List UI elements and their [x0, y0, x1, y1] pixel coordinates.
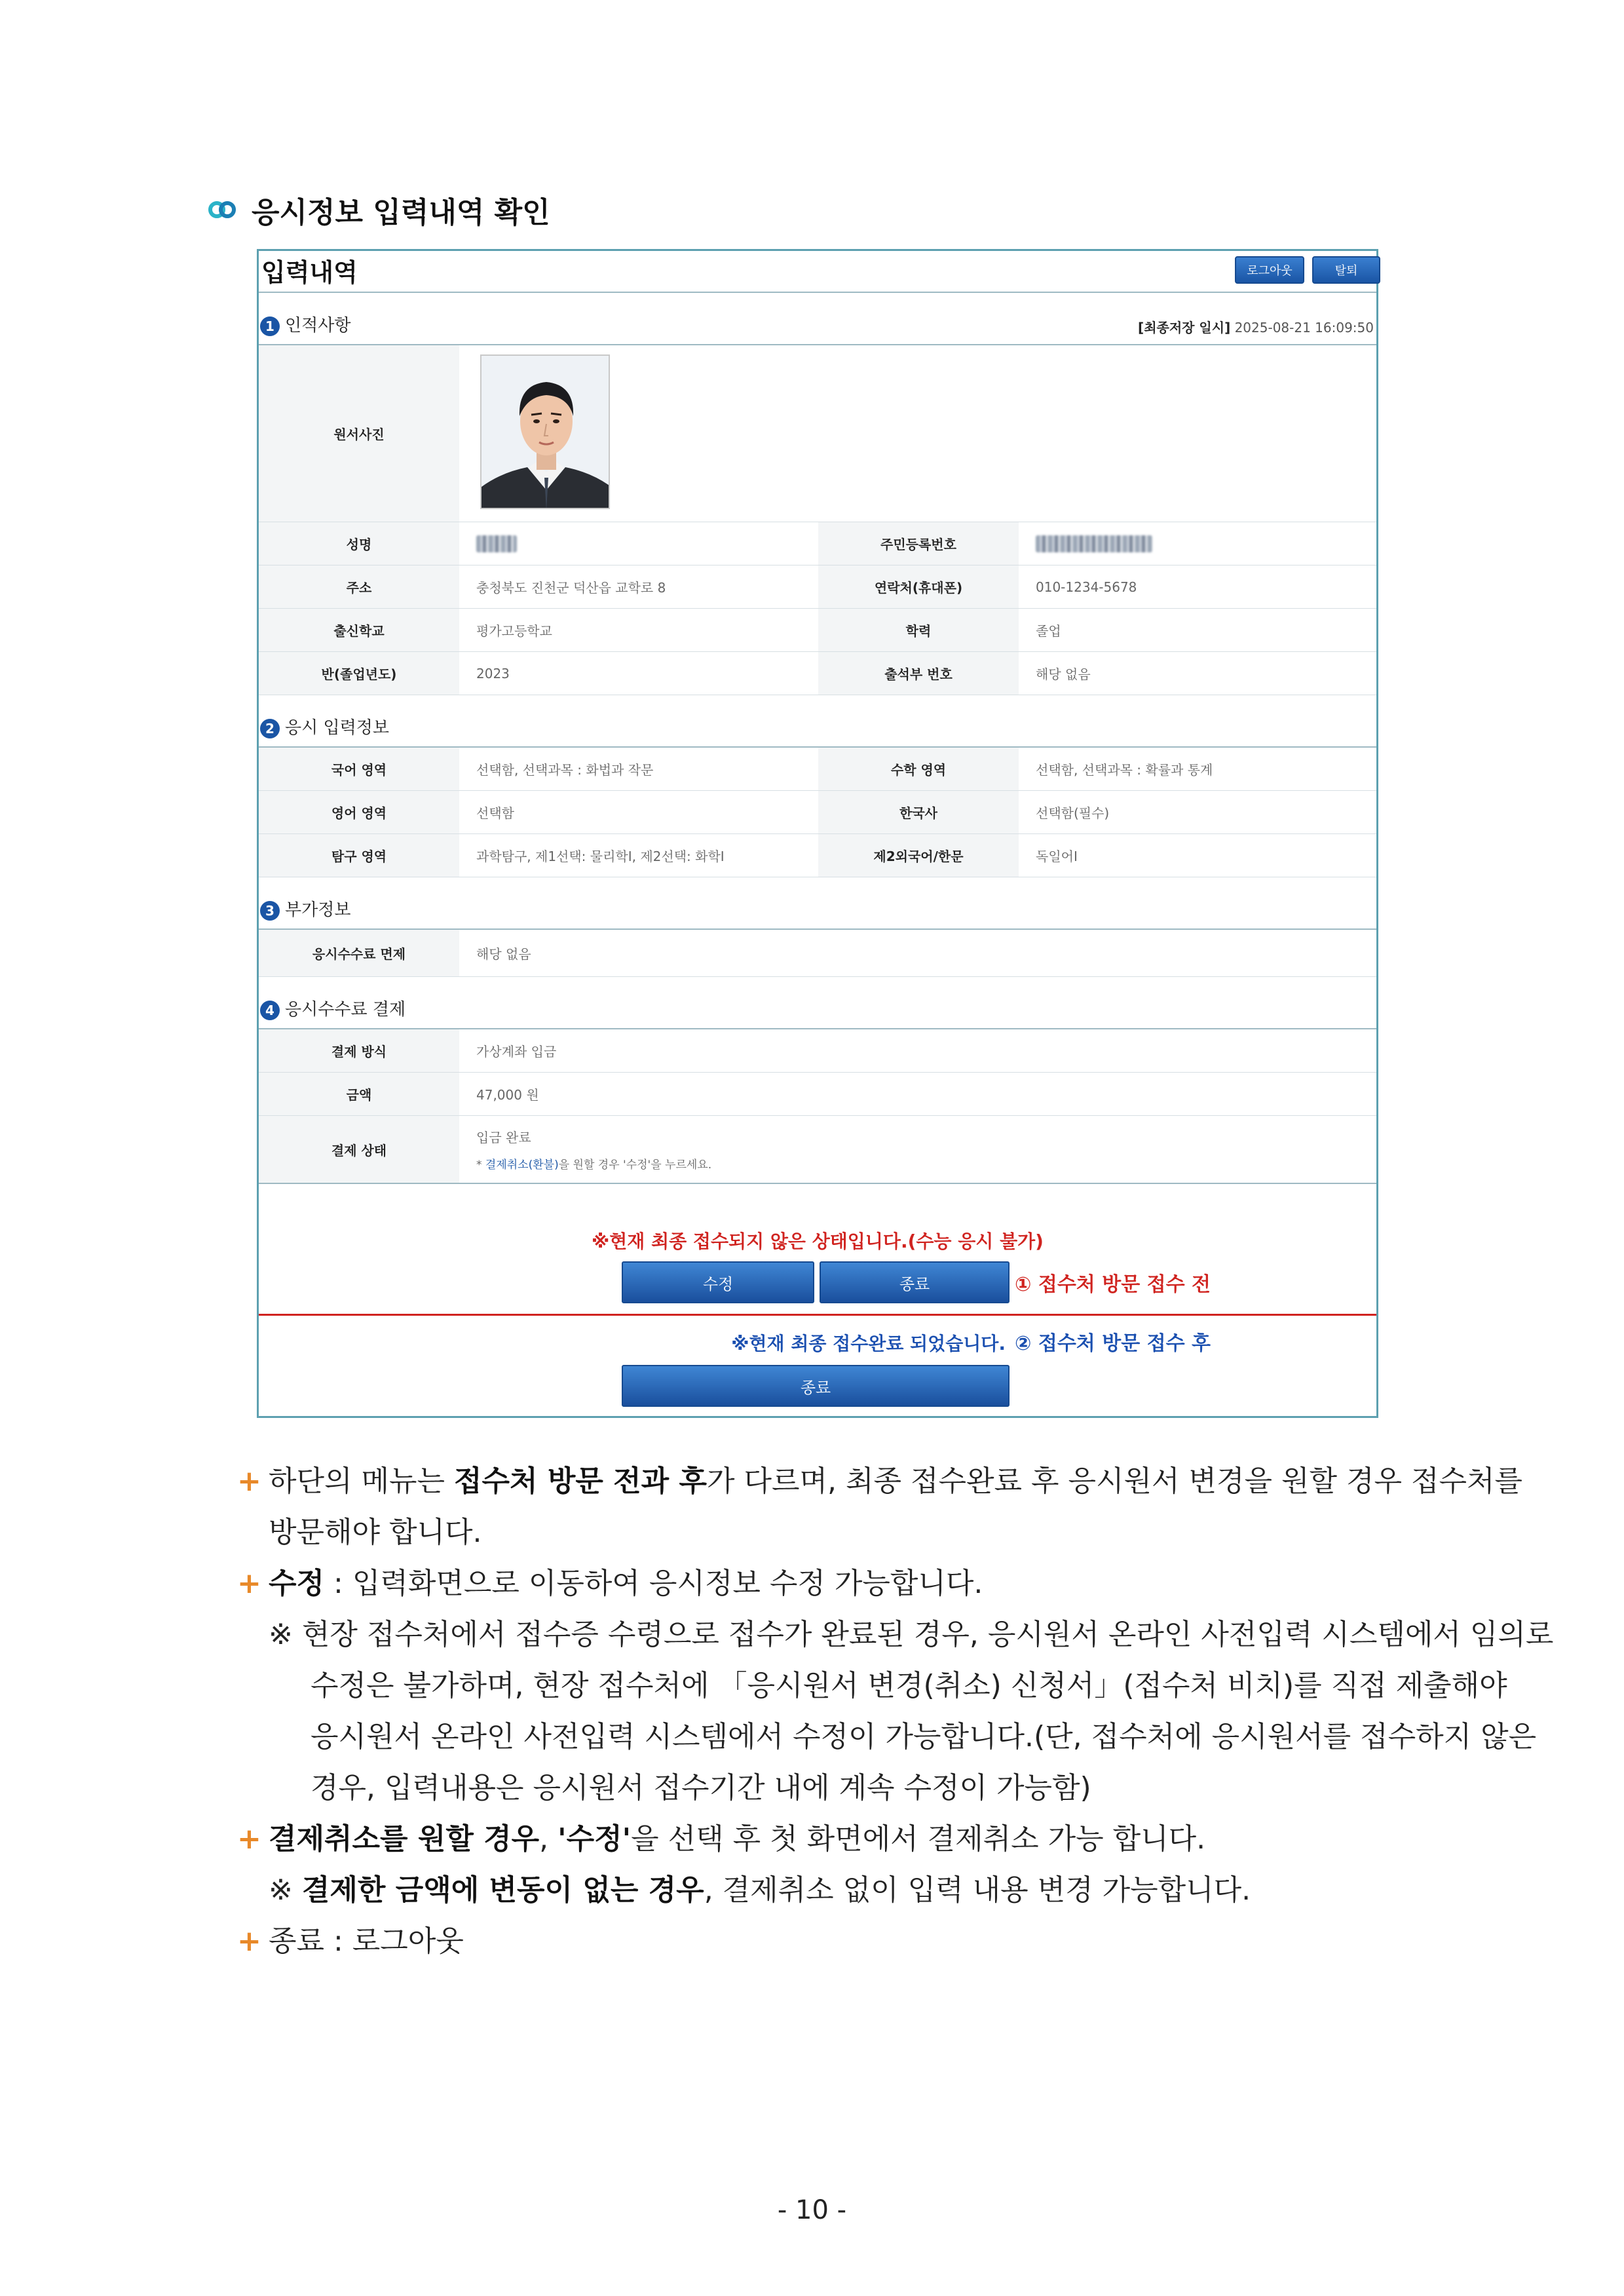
photo-row — [259, 345, 1376, 522]
heading-bullet-icon — [208, 201, 237, 218]
school-row — [259, 609, 1376, 652]
note-bold: 수정 — [269, 1567, 325, 1600]
note-line: 경우, 입력내용은 응시원서 접수기간 내에 계속 수정이 가능함) — [311, 1771, 1091, 1805]
class-label: 반(졸업년도) — [259, 652, 459, 695]
math-label: 수학 영역 — [818, 748, 1019, 790]
korean-math-row — [259, 748, 1376, 791]
amount-label: 금액 — [259, 1073, 459, 1115]
payment-state-label: 결제 상태 — [259, 1116, 459, 1183]
note-line: 응시원서 온라인 사전입력 시스템에서 수정이 가능합니다.(단, 접수처에 응시원서를 접수하지 않은 — [311, 1720, 1537, 1753]
amount-row — [259, 1073, 1376, 1116]
note-onsite — [269, 1609, 1554, 1814]
plus-bullet-icon: + — [237, 1924, 261, 1958]
inquiry-foreign-row — [259, 834, 1376, 877]
rrn-value-blurred — [1019, 522, 1380, 565]
refund-link[interactable]: 결제취소(환불) — [485, 1158, 559, 1172]
group-number-badge: 4 — [260, 1001, 280, 1020]
class-row — [259, 652, 1376, 695]
foreign-language-value: 독일어I — [1036, 849, 1078, 864]
note-text: 을 선택 후 첫 화면에서 결제취소 가능 합니다. — [631, 1822, 1206, 1856]
english-value: 선택함 — [476, 805, 514, 821]
not-completed-warning: ※현재 최종 접수되지 않은 상태입니다.(수능 응시 불가) — [592, 1231, 1044, 1252]
inquiry-label: 탐구 영역 — [259, 834, 459, 877]
note-text: 하단의 메뉴는 — [269, 1464, 454, 1498]
last-saved-label: [최종저장 일시] — [1138, 320, 1231, 335]
history-label: 한국사 — [818, 791, 1019, 833]
payment-method-row — [259, 1029, 1376, 1073]
name-row — [259, 522, 1376, 565]
note-cancel-payment — [237, 1814, 1206, 1865]
history-value: 선택함(필수) — [1036, 805, 1110, 821]
school-value: 평가고등학교 — [476, 623, 552, 639]
note-bold: 접수처 방문 전과 후 — [454, 1464, 707, 1498]
phone-label: 연락처(휴대폰) — [818, 565, 1019, 608]
english-label: 영어 영역 — [259, 791, 459, 833]
rrn-label: 주민등록번호 — [818, 522, 1019, 565]
applicant-photo — [480, 354, 610, 509]
withdraw-button[interactable]: 탈퇴 — [1312, 256, 1380, 284]
exit-button[interactable]: 종료 — [820, 1261, 1010, 1303]
refund-note — [476, 1155, 711, 1172]
note-bold: 결제취소를 원할 경우 — [269, 1822, 540, 1856]
payment-state-value: 입금 완료 — [476, 1130, 531, 1145]
page-number: - 10 - — [777, 2195, 847, 2225]
group-personal — [259, 293, 1376, 345]
note-line: ※ 현장 접수처에서 접수증 수령으로 접수가 완료된 경우, 응시원서 온라인 사전입력 시스템에서 임의로 — [269, 1618, 1554, 1651]
group-title-label: 응시 입력정보 — [285, 718, 389, 738]
fee-exempt-value: 해당 없음 — [476, 946, 531, 962]
note-text: , 결제취소 없이 입력 내용 변경 가능합니다. — [704, 1873, 1251, 1907]
note-text: ※ — [269, 1873, 302, 1907]
note-edit — [237, 1558, 983, 1609]
name-value-blurred — [459, 522, 818, 565]
note-text: : 입력화면으로 이동하여 응시정보 수정 가능합니다. — [324, 1567, 983, 1600]
plus-bullet-icon: + — [237, 1464, 261, 1498]
fee-exempt-label: 응시수수료 면제 — [259, 930, 459, 976]
group-number-badge: 1 — [260, 316, 280, 336]
note-bold: '수정' — [557, 1822, 632, 1856]
photo-label: 원서사진 — [259, 345, 459, 522]
after-visit-label: ② 접수처 방문 접수 후 — [1015, 1332, 1211, 1355]
group-extra — [259, 877, 1376, 930]
class-value: 2023 — [476, 665, 510, 681]
note-line: 방문해야 합니다. — [269, 1516, 482, 1549]
exit-button-after[interactable]: 종료 — [622, 1365, 1010, 1407]
payment-state-row — [259, 1116, 1376, 1184]
payment-state-cell — [459, 1116, 1380, 1183]
completed-notice: ※현재 최종 접수완료 되었습니다. — [731, 1333, 1006, 1354]
note-line — [269, 1456, 1522, 1507]
school-label: 출신학교 — [259, 609, 459, 651]
group-title-label: 응시수수료 결제 — [285, 1000, 406, 1020]
note-bold: 결제한 금액에 변동이 없는 경우 — [301, 1873, 704, 1907]
education-value: 졸업 — [1036, 623, 1061, 639]
foreign-language-label: 제2외국어/한문 — [818, 834, 1019, 877]
note-text: 가 다르며, 최종 접수완료 후 응시원서 변경을 원할 경우 접수처를 — [707, 1464, 1522, 1498]
group-title-label: 부가정보 — [285, 900, 351, 920]
divider-red — [259, 1314, 1376, 1316]
payment-method-label: 결제 방식 — [259, 1029, 459, 1072]
group-payment — [259, 977, 1376, 1029]
inquiry-value: 과학탐구, 제1선택: 물리학I, 제2선택: 화학I — [476, 849, 725, 864]
before-visit-label: ① 접수처 방문 접수 전 — [1015, 1273, 1211, 1296]
note-prefix: * — [476, 1158, 485, 1172]
last-saved — [1138, 317, 1374, 336]
address-row — [259, 565, 1376, 609]
amount-value: 47,000 원 — [476, 1087, 539, 1103]
korean-value: 선택함, 선택과목 : 화법과 작문 — [476, 762, 654, 778]
korean-label: 국어 영역 — [259, 748, 459, 790]
input-history-screenshot — [257, 249, 1378, 1418]
group-title-label: 인적사항 — [285, 316, 351, 335]
note-text: , — [539, 1822, 558, 1856]
group-number-badge: 3 — [260, 901, 280, 921]
plus-bullet-icon: + — [237, 1567, 261, 1600]
note-text: 종료 : 로그아웃 — [269, 1924, 464, 1958]
attendance-label: 출석부 번호 — [818, 652, 1019, 695]
plus-bullet-icon: + — [237, 1822, 261, 1856]
education-label: 학력 — [818, 609, 1019, 651]
english-history-row — [259, 791, 1376, 834]
note-menu-difference — [237, 1456, 1522, 1558]
group-exam — [259, 695, 1376, 748]
fee-exempt-row — [259, 930, 1376, 977]
note-exit — [237, 1916, 464, 1967]
phone-value: 010-1234-5678 — [1036, 579, 1137, 595]
name-label: 성명 — [259, 522, 459, 565]
note-line: 수정은 불가하며, 현장 접수처에 「응시원서 변경(취소) 신청서」(접수처 비치)를 직접 제출해야 — [311, 1669, 1507, 1702]
frame-header — [259, 251, 1376, 293]
group-number-badge: 2 — [260, 719, 280, 738]
attendance-value: 해당 없음 — [1036, 666, 1091, 682]
math-value: 선택함, 선택과목 : 확률과 통계 — [1036, 762, 1213, 778]
section-heading-text: 응시정보 입력내역 확인 — [252, 196, 550, 229]
payment-method-value: 가상계좌 입금 — [476, 1044, 557, 1060]
logout-button[interactable]: 로그아웃 — [1235, 256, 1304, 284]
section-heading — [208, 189, 550, 231]
frame-title: 입력내역 — [261, 258, 358, 287]
note-no-change — [269, 1865, 1251, 1916]
address-value: 충청북도 진천군 덕산읍 교학로 8 — [476, 580, 666, 596]
note-suffix: 을 원할 경우 '수정'을 누르세요. — [558, 1158, 712, 1172]
address-label: 주소 — [259, 565, 459, 608]
last-saved-value: 2025-08-21 16:09:50 — [1234, 320, 1374, 335]
edit-button[interactable]: 수정 — [622, 1261, 814, 1303]
